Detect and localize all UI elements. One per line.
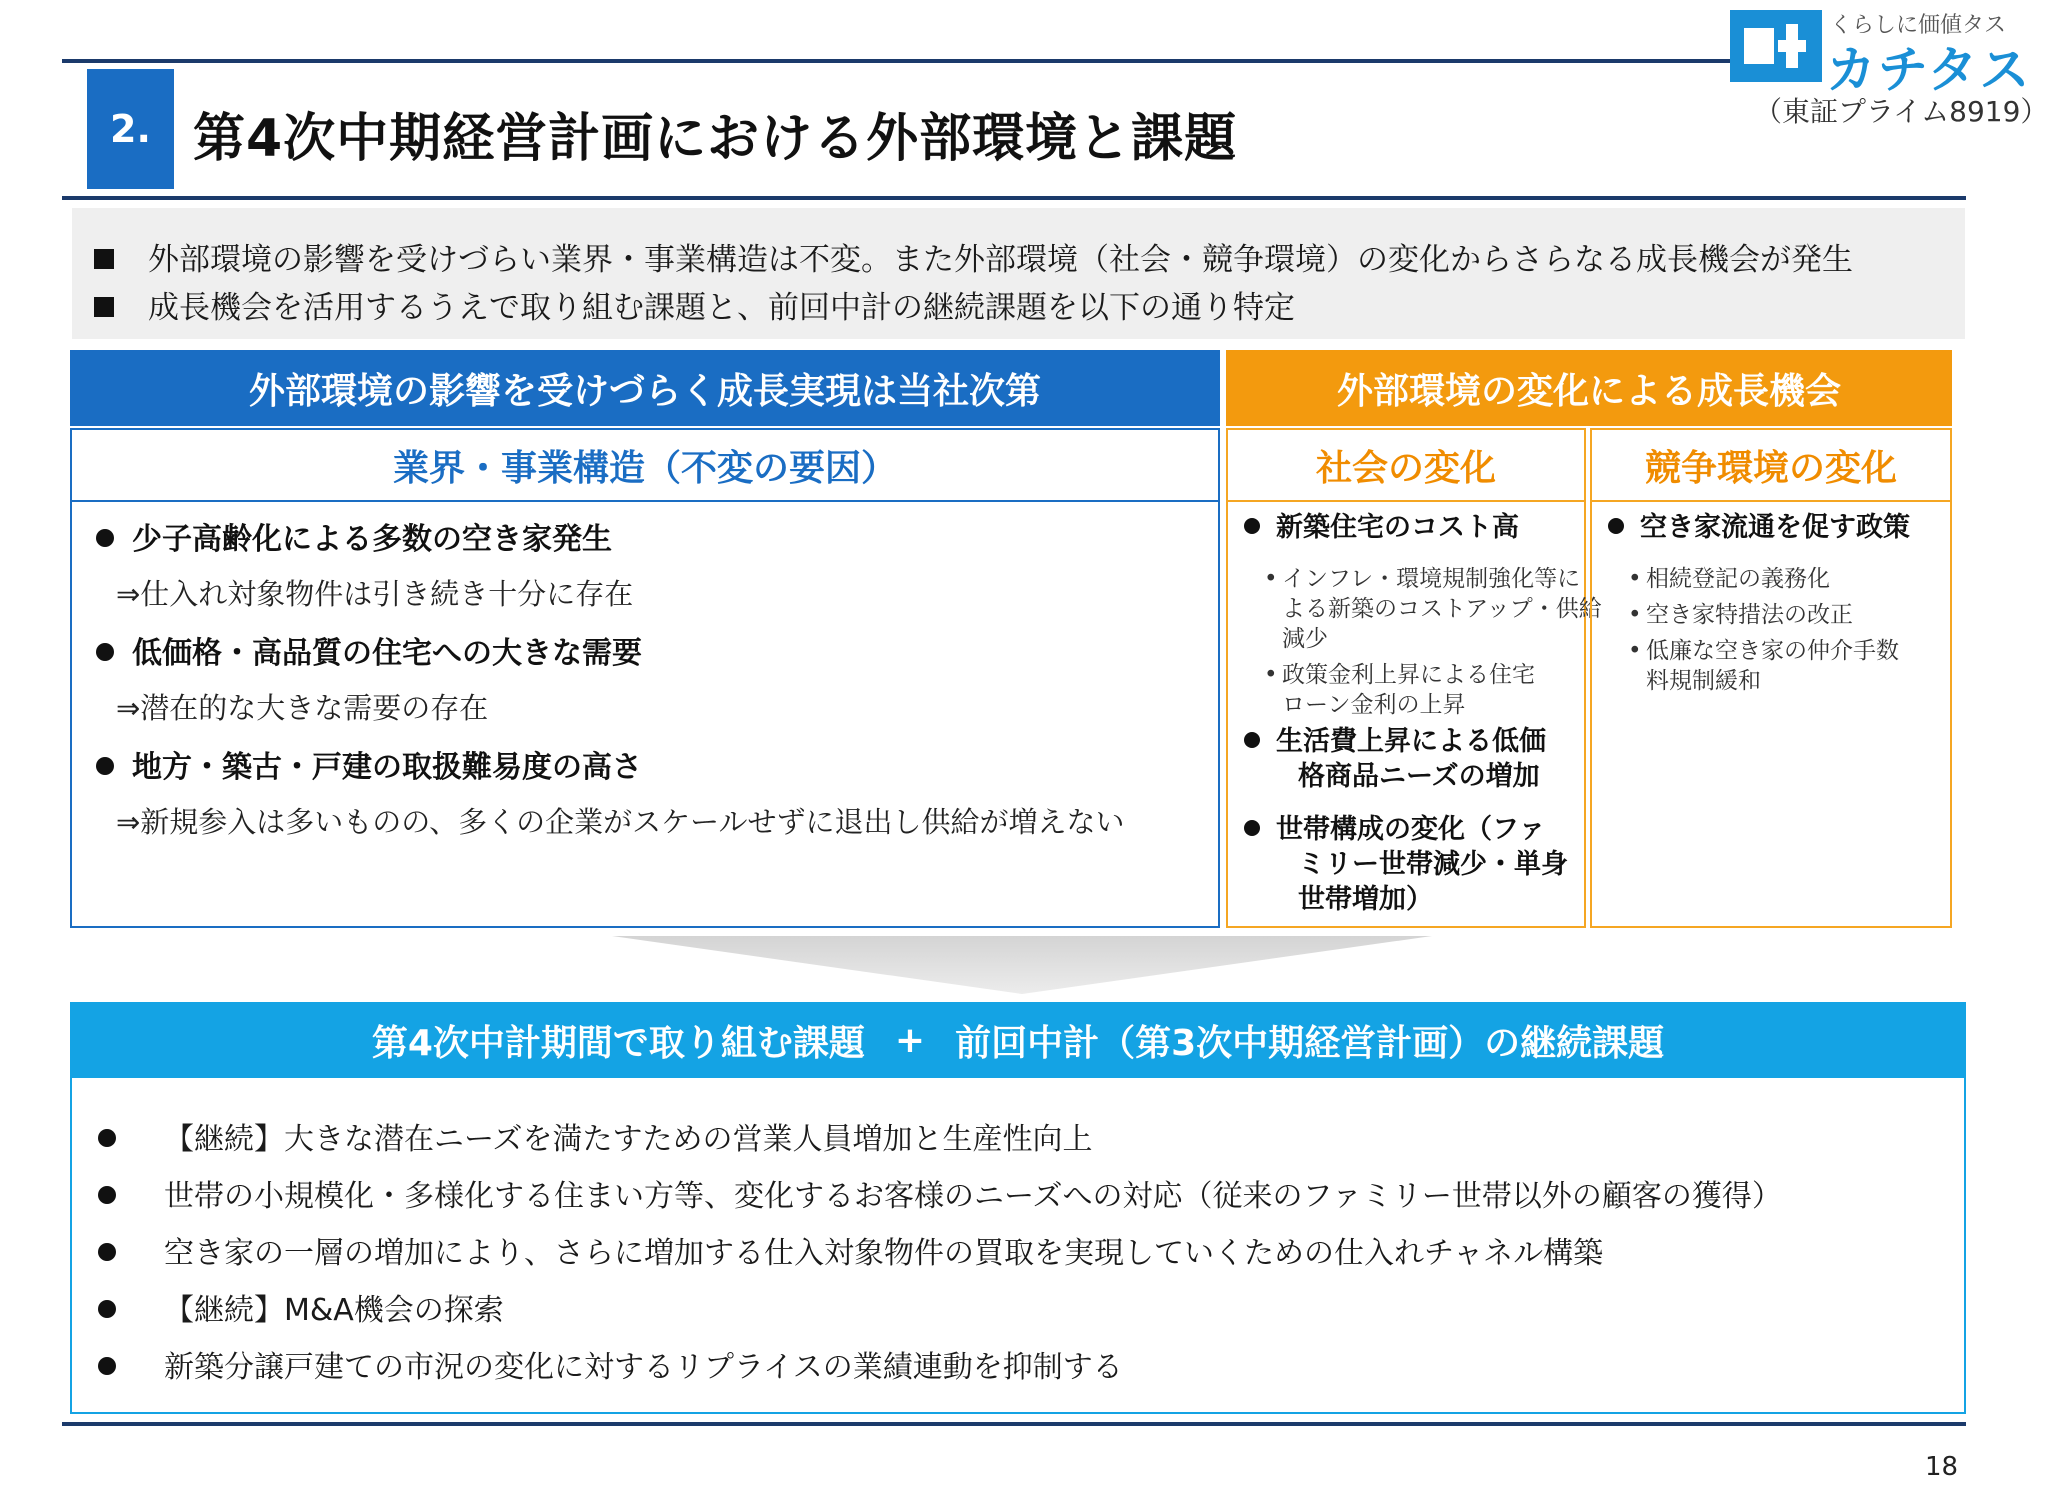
social-change-panel: [1226, 428, 1602, 928]
down-arrow-icon: [612, 936, 1432, 994]
structure-item: 少子高齢化による多数の空き家発生: [96, 514, 612, 558]
bullet-icon: [1244, 518, 1260, 534]
social-item: 世帯構成の変化（ファ ミリー世帯減少・単身 世帯増加）: [1244, 812, 1568, 917]
structure-subheader: 業界・事業構造（不変の要因）: [72, 430, 1218, 502]
task-item: 【継続】M&A機会の探索: [98, 1285, 504, 1329]
small-bullet-icon: •: [1264, 662, 1278, 688]
task-item: 空き家の一層の増加により、さらに増加する仕入対象物件の買取を実現していくための仕入れチャネル構築: [98, 1228, 1603, 1272]
bullet-icon: [1608, 518, 1624, 534]
bullet-icon: [98, 1357, 116, 1375]
structure-item-detail: ⇒新規参入は多いものの、多くの企業がスケールせずに退出し供給が増えない: [116, 805, 1125, 839]
structure-item-detail: ⇒潜在的な大きな需要の存在: [116, 691, 489, 725]
logo-name: カチタス: [1826, 41, 2032, 99]
top-rule: [62, 59, 1734, 63]
competition-sub-item: • 低廉な空き家の仲介手数 料規制緩和: [1628, 638, 1899, 694]
plus-icon: +: [894, 1019, 926, 1061]
small-bullet-icon: •: [1628, 638, 1642, 664]
title-rule: [62, 196, 1966, 200]
logo-tagline: くらしに価値タス: [1830, 13, 2007, 38]
page-title: 第4次中期経営計画における外部環境と課題: [193, 109, 1238, 169]
small-bullet-icon: •: [1628, 566, 1642, 592]
bullet-icon: [96, 643, 114, 661]
left-panel-header: 外部環境の影響を受けづらく成長実現は当社次第: [70, 350, 1220, 426]
summary-point: 成長機会を活用するうえで取り組む課題と、前回中計の継続課題を以下の通り特定: [94, 282, 1295, 327]
competition-change-title: 競争環境の変化: [1592, 430, 1950, 502]
bullet-icon: [1244, 732, 1260, 748]
task-item: 世帯の小規模化・多様化する住まい方等、変化するお客様のニーズへの対応（従来のファミリー世帯以外の顧客の獲得）: [98, 1171, 1782, 1215]
bullet-icon: [98, 1300, 116, 1318]
square-bullet-icon: [94, 297, 114, 317]
summary-box: [72, 208, 1965, 339]
stock-listing: （東証プライム8919）: [1754, 95, 2048, 128]
structure-item: 地方・築古・戸建の取扱難易度の高さ: [96, 742, 642, 786]
social-sub-item: • 政策金利上昇による住宅 ローン金利の上昇: [1264, 662, 1535, 718]
competition-sub-item: • 相続登記の義務化: [1628, 566, 1830, 592]
task-item: 新築分譲戸建ての市況の変化に対するリプライスの業績連動を抑制する: [98, 1342, 1123, 1386]
section-number-badge: 2.: [87, 69, 174, 189]
bullet-icon: [98, 1186, 116, 1204]
bullet-icon: [98, 1129, 116, 1147]
competition-item: 空き家流通を促す政策: [1608, 510, 1910, 545]
bottom-rule: [62, 1422, 1966, 1426]
tasks-header: 第4次中計期間で取り組む課題 + 前回中計（第3次中期経営計画）の継続課題: [70, 1002, 1966, 1078]
bullet-icon: [98, 1243, 116, 1261]
summary-point: 外部環境の影響を受けづらい業界・事業構造は不変。また外部環境（社会・競争環境）の変化からさらなる成長機会が発生: [94, 234, 1853, 279]
small-bullet-icon: •: [1628, 602, 1642, 628]
social-sub-item: • インフレ・環境規制強化等に よる新築のコストアップ・供給 減少: [1264, 566, 1602, 652]
bullet-icon: [1244, 820, 1260, 836]
structure-item: 低価格・高品質の住宅への大きな需要: [96, 628, 642, 672]
page-number: 18: [1925, 1452, 1959, 1482]
social-item: 生活費上昇による低価 格商品ニーズの増加: [1244, 724, 1546, 794]
social-change-title: 社会の変化: [1228, 430, 1584, 502]
right-panel-header: 外部環境の変化による成長機会: [1226, 350, 1952, 426]
structure-item-detail: ⇒仕入れ対象物件は引き続き十分に存在: [116, 577, 634, 611]
square-bullet-icon: [94, 249, 114, 269]
structure-panel: [70, 428, 1220, 928]
katitas-logo-icon: [1730, 10, 1822, 82]
small-bullet-icon: •: [1264, 566, 1278, 592]
task-item: 【継続】大きな潜在ニーズを満たすための営業人員増加と生産性向上: [98, 1114, 1093, 1158]
bullet-icon: [96, 757, 114, 775]
social-item: 新築住宅のコスト高: [1244, 510, 1519, 545]
tasks-panel: [70, 1078, 1966, 1414]
competition-change-panel: [1590, 428, 1952, 928]
competition-sub-item: • 空き家特措法の改正: [1628, 602, 1853, 628]
bullet-icon: [96, 529, 114, 547]
